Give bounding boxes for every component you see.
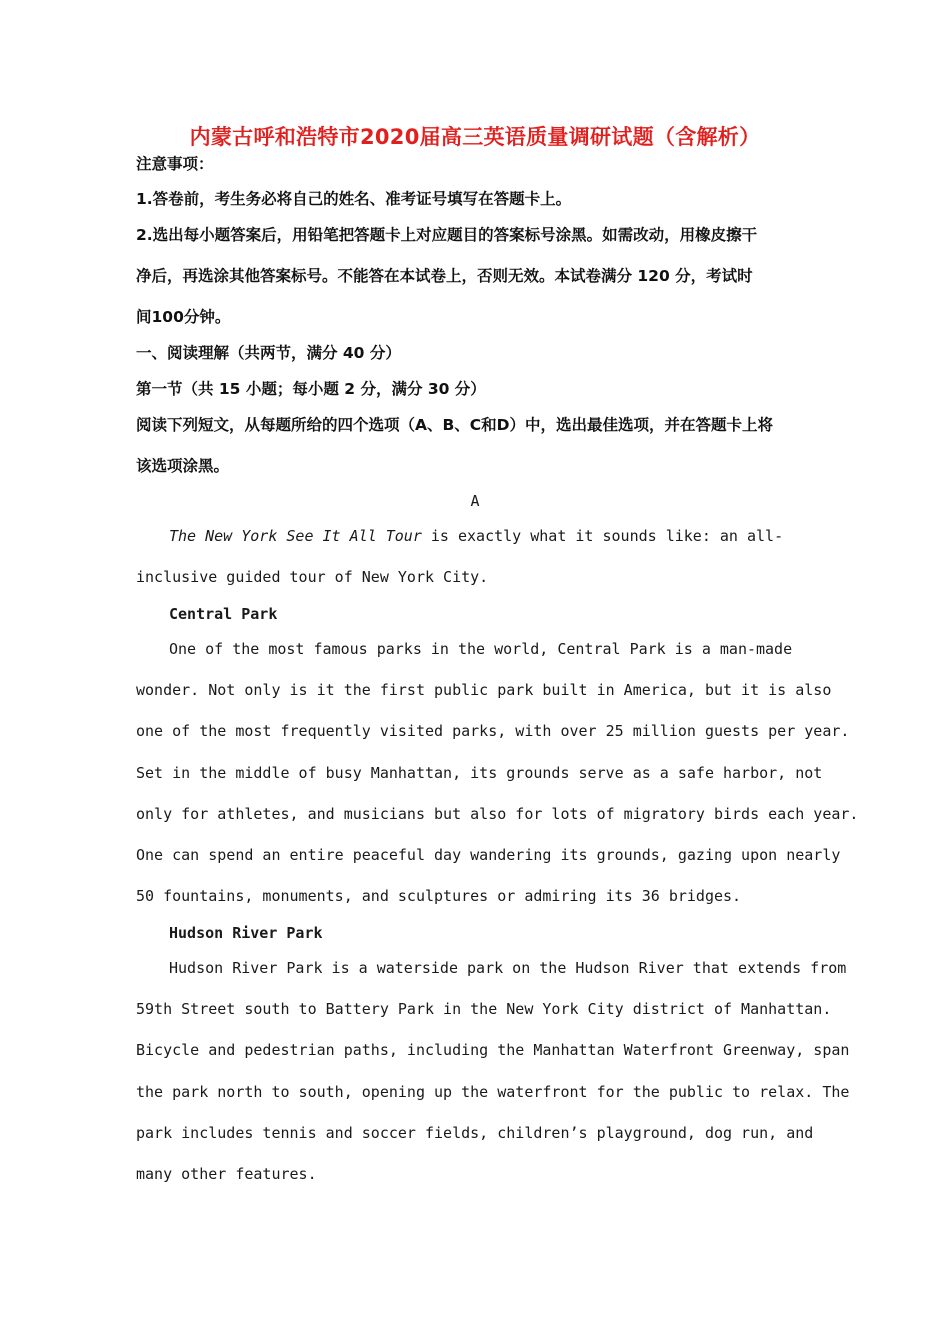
passage-label: A <box>470 492 480 510</box>
document-title: 内蒙古呼和浩特市2020届高三英语质量调研试题（含解析） <box>189 125 761 149</box>
heading-central-park: Central Park <box>169 605 278 623</box>
central-line: wonder. Not only is it the first public park built in America, but it is also <box>136 681 832 700</box>
central-line: One can spend an entire peaceful day wandering its grounds, gazing upon nearly <box>136 846 841 865</box>
notice-item-1: 1.答卷前，考生务必将自己的姓名、准考证号填写在答题卡上。 <box>136 190 572 208</box>
notice-item-2-line-1: 2.选出每小题答案后，用铅笔把答题卡上对应题目的答案标号涂黑。如需改动，用橡皮擦干 <box>136 226 758 244</box>
hudson-line: Bicycle and pedestrian paths, including the Manhattan Waterfront Greenway, span <box>136 1041 850 1060</box>
instruction-line-2: 该选项涂黑。 <box>136 457 230 475</box>
notice-item-2-line-2: 净后，再选涂其他答案标号。不能答在本试卷上，否则无效。本试卷满分 120 分，考试时 <box>136 267 753 285</box>
intro-line-1-rest: is exactly what it sounds like: an all- <box>421 527 784 545</box>
notice-heading: 注意事项： <box>136 155 214 173</box>
hudson-line: 59th Street south to Battery Park in the New York City district of Manhattan. <box>136 1000 832 1019</box>
central-line: One of the most famous parks in the world, Central Park is a man-made <box>169 640 793 658</box>
central-line: Set in the middle of busy Manhattan, its grounds serve as a safe harbor, not <box>136 763 823 782</box>
heading-hudson-river-park: Hudson River Park <box>169 924 323 942</box>
hudson-river-paragraph <box>136 948 850 1195</box>
hudson-line: the park north to south, opening up the waterfront for the public to relax. The <box>136 1082 850 1101</box>
central-line: only for athletes, and musicians but also for lots of migratory birds each year. <box>136 804 859 823</box>
central-park-paragraph <box>136 629 859 917</box>
tour-name: The New York See It All Tour <box>169 527 422 545</box>
hudson-line: many other features. <box>136 1165 317 1184</box>
notice-item-2-line-3: 间100分钟。 <box>136 308 231 326</box>
central-line: 50 fountains, monuments, and sculptures or admiring its 36 bridges. <box>136 887 742 906</box>
intro-line-2: inclusive guided tour of New York City. <box>136 568 489 587</box>
section-heading: 一、阅读理解（共两节，满分 40 分） <box>136 344 401 362</box>
intro-paragraph <box>136 516 816 598</box>
instruction-line-1: 阅读下列短文，从每题所给的四个选项（A、B、C和D）中，选出最佳选项，并在答题卡上将 <box>136 416 774 434</box>
central-line: one of the most frequently visited parks, with over 25 million guests per year. <box>136 722 850 741</box>
hudson-line: Hudson River Park is a waterside park on the Hudson River that extends from <box>169 959 847 977</box>
hudson-line: park includes tennis and soccer fields, children’s playground, dog run, and <box>136 1123 814 1142</box>
intro-line-1 <box>136 516 816 557</box>
part-heading: 第一节（共 15 小题；每小题 2 分，满分 30 分） <box>136 380 486 398</box>
